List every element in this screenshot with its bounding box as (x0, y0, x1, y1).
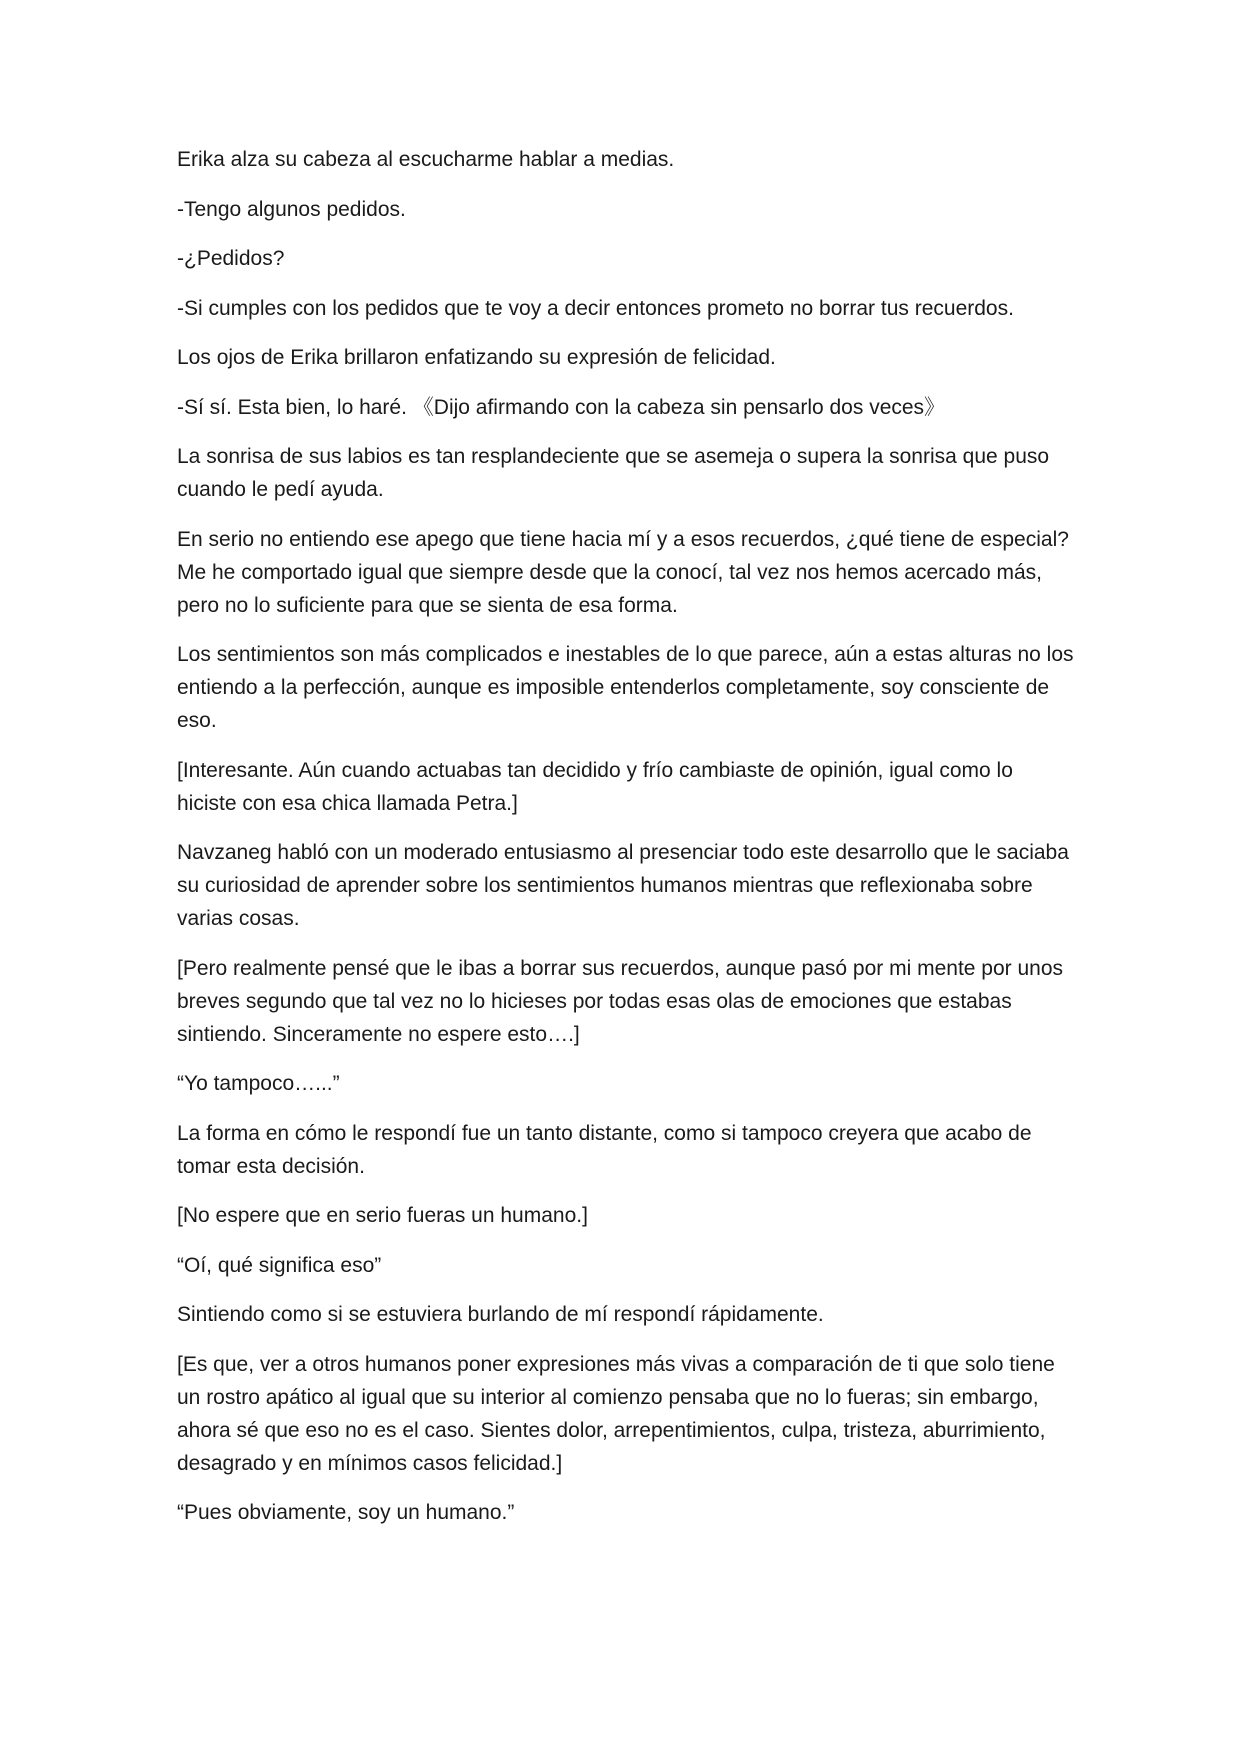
paragraph-3: -¿Pedidos? (177, 247, 285, 270)
paragraph-11: Navzaneg habló con un moderado entusiasmo al presenciar todo este desarrollo que le saciaba su curiosidad de aprender sobre los sentimientos humanos mientras que reflexionaba sobre varias cosas. (177, 841, 1069, 930)
paragraph-14: La forma en cómo le respondí fue un tanto distante, como si tampoco creyera que acabo de tomar esta decisión. (177, 1121, 1032, 1178)
paragraph-18: [Es que, ver a otros humanos poner expresiones más vivas a comparación de ti que solo tiene un rostro apático al igual que su interior al comienzo pensaba que no lo fueras; sin embargo, ahora sé que eso no es el caso. Sientes dolor, arrepentimientos, culpa, tristeza, aburrimiento, desagrado y en mínimos casos felicidad.] (177, 1352, 1055, 1475)
paragraph-7: La sonrisa de sus labios es tan resplandeciente que se asemeja o supera la sonrisa que puso cuando le pedí ayuda. (177, 445, 1050, 501)
paragraph-16: “Oí, qué significa eso” (177, 1253, 382, 1277)
document-body (177, 143, 1077, 1546)
paragraph-8: En serio no entiendo ese apego que tiene hacia mí y a esos recuerdos, ¿qué tiene de especial? Me he comportado igual que siempre desde que la conocí, tal vez nos hemos acercado más, pero no lo suficiente para que se sienta de esa forma. (177, 527, 1069, 617)
paragraph-15: [No espere que en serio fueras un humano.] (177, 1204, 588, 1227)
paragraph-6: -Sí sí. Esta bien, lo haré. 《Dijo afirmando con la cabeza sin pensarlo dos veces》 (177, 395, 946, 419)
paragraph-2: -Tengo algunos pedidos. (177, 197, 406, 221)
paragraph-1: Erika alza su cabeza al escucharme hablar a medias. (177, 148, 675, 171)
paragraph-13: “Yo tampoco…...” (177, 1072, 340, 1095)
paragraph-17: Sintiendo como si se estuviera burlando de mí respondí rápidamente. (177, 1303, 824, 1326)
paragraph-19: “Pues obviamente, soy un humano.” (177, 1501, 515, 1524)
paragraph-9: Los sentimientos son más complicados e inestables de lo que parece, aún a estas alturas no los entiendo a la perfección, aunque es imposible entenderlos completamente, soy consciente de eso. (177, 643, 1074, 732)
paragraph-5: Los ojos de Erika brillaron enfatizando su expresión de felicidad. (177, 346, 776, 369)
paragraph-12: [Pero realmente pensé que le ibas a borrar sus recuerdos, aunque pasó por mi mente por unos breves segundo que tal vez no lo hicieses por todas esas olas de emociones que estabas sintiendo. Sinceramente no espere esto….] (177, 956, 1064, 1046)
paragraph-10: [Interesante. Aún cuando actuabas tan decidido y frío cambiaste de opinión, igual como lo hiciste con esa chica llamada Petra.] (177, 758, 1013, 815)
paragraph-4: -Si cumples con los pedidos que te voy a decir entonces prometo no borrar tus recuerdos. (177, 296, 1014, 320)
